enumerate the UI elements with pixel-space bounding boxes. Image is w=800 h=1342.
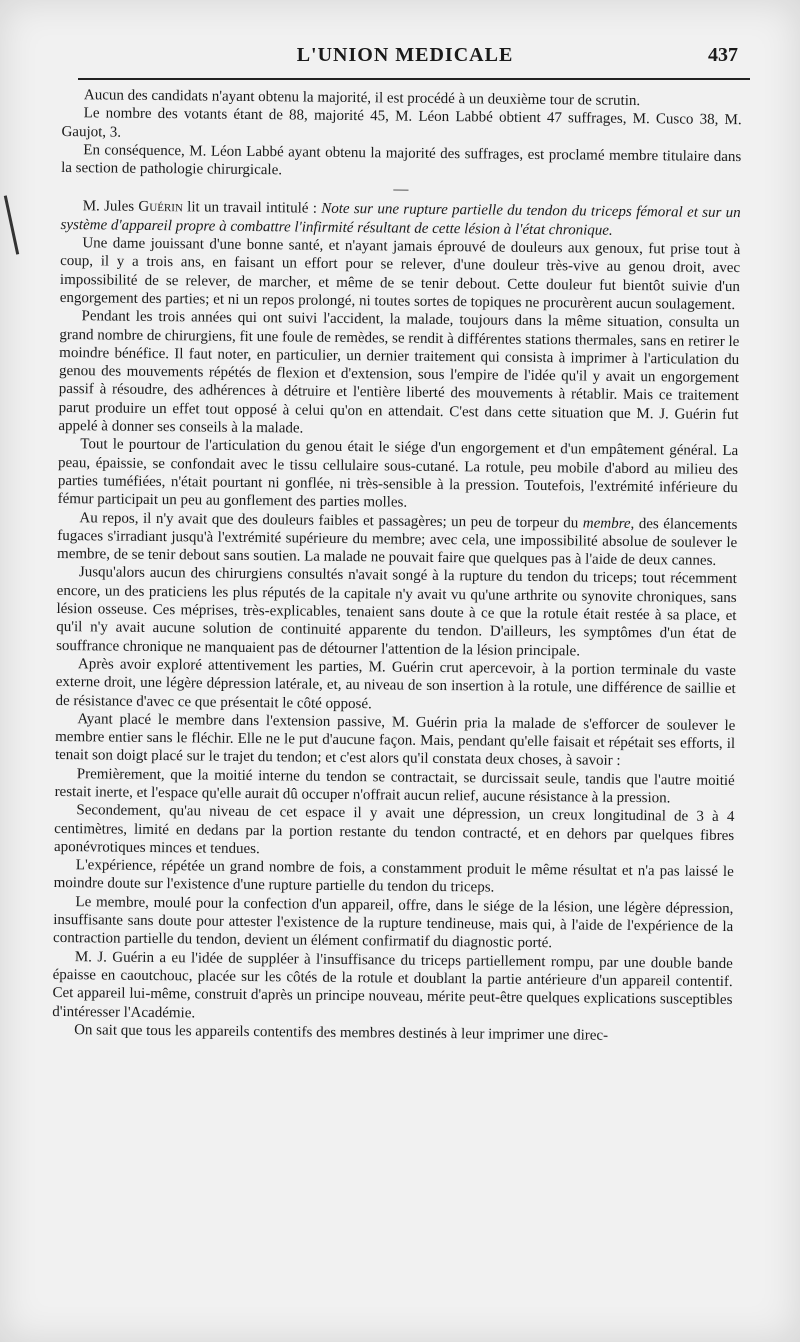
paragraph: Après avoir exploré attentivement les parties, M. Guérin crut apercevoir, à la portion terminale du vaste externe droit, une légère dépression latérale, et, au niveau de son insertion à la rotule, une différence de saillie et de résistance d'avec ce que présentait le côté opposé. — [55, 656, 736, 712]
page-header — [60, 44, 750, 74]
running-title: L'UNION MEDICALE — [296, 44, 514, 66]
paragraph: Le membre, moulé pour la confection d'un appareil, offre, dans le siége de la lésion, une légère dépression, insuffisante sans doute pour attester l'existence de la rupture tendineuse, mais qui, à l'aide de l'expérience de la contraction partielle du tendon, devient un élément confirmatif du diagnostic porté. — [52, 893, 734, 952]
author-name: Guérin — [138, 199, 183, 216]
paragraph: Une dame jouissant d'une bonne santé, et n'ayant jamais éprouvé de douleurs aux genoux, fut prise tout à coup, il y a trois ans, en faisant un effort pour se relever, d'une douleur très-vive au genou droit, avec impossibilité de se relever, de marcher, et même de se tenir debout. Cette douleur fut bientôt suivie d'un engorgement des parties; et ni un repos prolongé, ni toutes sortes de topiques ne procurèrent aucun soulagement. — [59, 235, 741, 314]
paragraph: Le nombre des votants étant de 88, majorité 45, M. Léon Labbé obtient 47 suffrages, M. Cusco 38, M. Gaujot, 3. — [61, 105, 742, 141]
text-run: M. Jules — [82, 198, 139, 216]
paragraph: Premièrement, que la moitié interne du tendon se contractait, se durcissait seule, tandis que l'autre moitié restait inerte, et l'espace qu'elle aurait dû occuper n'offrait aucun relief, aucune résistance à la pression. — [54, 765, 735, 807]
paragraph: On sait que tous les appareils contentifs des membres destinés à leur imprimer une direc- — [74, 1022, 609, 1044]
paragraph — [57, 509, 738, 571]
page-number: 437 — [708, 44, 738, 66]
paragraph: Tout le pourtour de l'articulation du genou était le siége d'un engorgement et d'un empâtement général. La peau, épaissie, se confondait avec le tissu cellulaire sous-cutané. La rotule, peu mobile d'abord au milieu des parties tuméfiées, n'était pourtant ni gonflée, ni très-sensible à la pression. Toutefois, l'extrémité inférieure du fémur participait un peu au gonflement des parties molles. — [57, 436, 739, 511]
paragraph: Jusqu'alors aucun des chirurgiens consultés n'avait songé à la rupture du tendon du triceps; tout récemment encore, un des praticiens les plus réputés de la capitale n'y avait vu qu'une arthrite ou synovite chroniques, sans lésion osseuse. Ces méprises, très-explicables, tenaient sans doute à ce que la rotule était restée à sa place, et qu'il n'y avait aucune solution de continuité apparente du tendon. D'ailleurs, les symptômes d'un état de souffrance chronique ne manquaient pas de détourner l'attention de la lésion principale. — [56, 564, 737, 660]
paragraph: M. J. Guérin a eu l'idée de suppléer à l'insuffisance du triceps partiellement rompu, par une double bande épaisse en caoutchouc, placée sur les côtés de la rotule et doublant la partie antérieure d'un appareil contentif. Cet appareil lui-même, construit d'après un principe nouveau, mérite peut-être quelques explications susceptibles d'intéresser l'Académie. — [52, 948, 733, 1021]
section-separator: — — [393, 181, 409, 199]
paragraph: L'expérience, répétée un grand nombre de fois, a constamment produit le même résultat et n'a pas laissé le moindre doute sur l'existence d'une rupture partielle du tendon du triceps. — [53, 857, 734, 897]
text-run: lit un travail intitulé : — [182, 199, 322, 218]
header-rule — [78, 78, 750, 80]
italic-word: membre — [582, 515, 631, 532]
paragraph: En conséquence, M. Léon Labbé ayant obtenu la majorité des suffrages, est proclamé membre titulaire dans la section de pathologie chirurgicale. — [61, 142, 742, 179]
margin-mark — [4, 195, 19, 254]
paragraph: Pendant les trois années qui ont suivi l'accident, la malade, toujours dans la même situation, consulta un grand nombre de chirurgiens, fit une foule de remèdes, se rendit à différentes stations thermales, sans en retirer le moindre bénéfice. Il faut noter, en particulier, un dernier traitement qui consista à imprimer à l'articulation du genou des mouvements répétés de flexion et d'extension, sous l'empire de l'idée qu'il y avait un engorgement passif à résoudre, des adhérences à détruire et l'entière liberté des mouvements à rétablir. Mais ce traitement parut produire un effet tout opposé à celui qu'on en attendait. C'est dans cette situation que M. J. Guérin fut appelé à donner ses conseils à la malade. — [58, 308, 740, 437]
text-run: , des élancements fugaces s'irradiant jusqu'à l'extrémité supérieure du membre; avec cela, une impossibilité absolue de soulever le membre, de se tenir debout sans soutien. La malade ne pouvait faire que quelques pas à l'aide de deux cannes. — [57, 515, 738, 570]
paragraph: Aucun des candidats n'ayant obtenu la majorité, il est procédé à un deuxième tour de scrutin. — [83, 87, 641, 110]
article-body — [52, 86, 742, 1046]
paragraph: Ayant placé le membre dans l'extension passive, M. Guérin pria la malade de s'efforcer de soulever le membre entier sans le fléchir. Elle ne le put d'aucune façon. Mais, pendant qu'elle faisait et répétait ses efforts, il tenait son doigt placé sur le trajet du tendon; et c'est alors qu'il constata deux choses, à savoir : — [54, 710, 736, 770]
work-title: Note sur une rupture partielle du tendon du triceps fémoral et sur un système d'appareil propre à combattre l'infirmité résultant de cette lésion à l'état chronique. — [60, 201, 741, 239]
paragraph: Secondement, qu'au niveau de cet espace il y avait une dépression, un creux longitudinal de 3 à 4 centimètres, limité en dedans par la portion restante du tendon contracté, et en dehors par quelques fibres aponévrotiques minces et tendues. — [53, 802, 735, 857]
text-run: Au repos, il n'y avait que des douleurs faibles et passagères; un peu de torpeur du — [79, 509, 583, 532]
